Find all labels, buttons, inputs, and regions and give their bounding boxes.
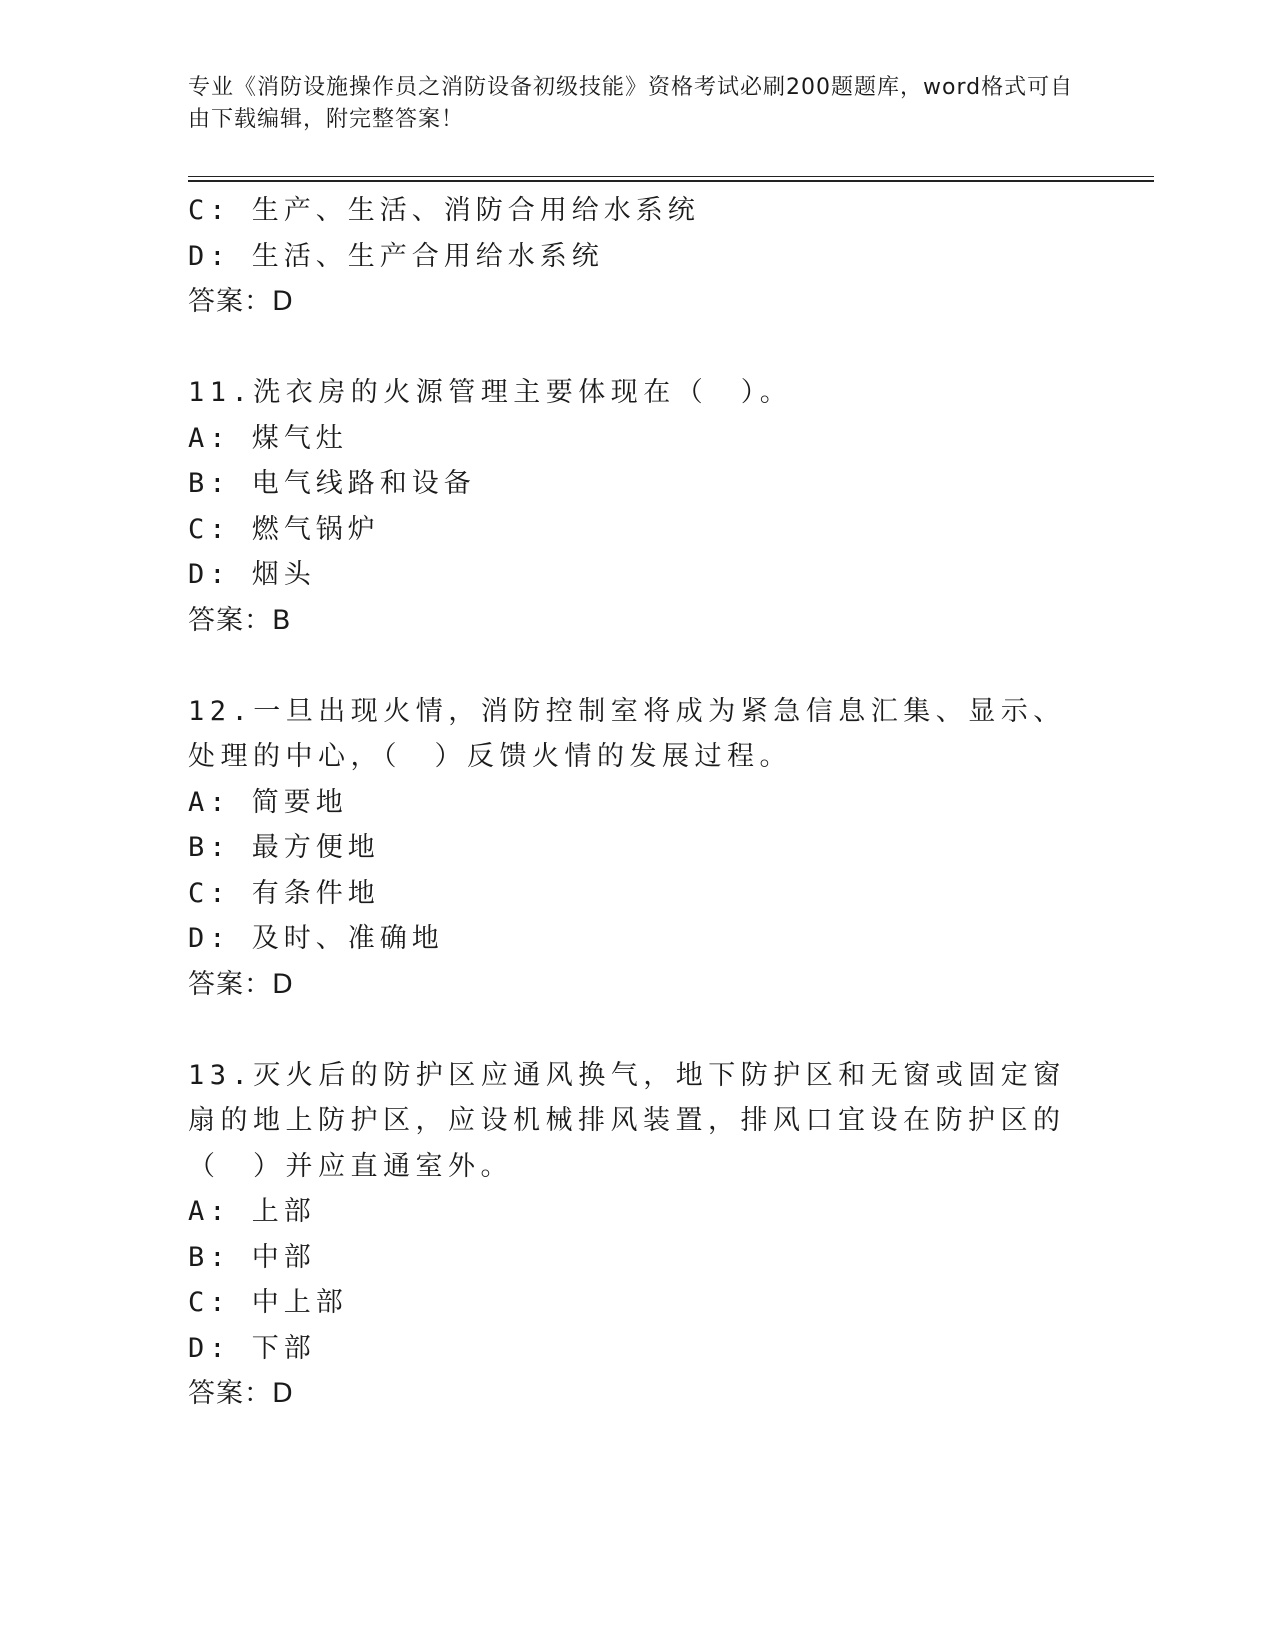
option-c: C: 有条件地 (188, 877, 380, 909)
option-b: B: 最方便地 (188, 832, 380, 863)
question-12 (188, 689, 1088, 1008)
answer-line: 答案：D (188, 286, 294, 317)
question-text: 12.一旦出现火情，消防控制室将成为紧急信息汇集、显示、处理的中心，（ ）反馈火情的发展过程。 (188, 695, 1066, 772)
question-13 (188, 1053, 1088, 1417)
option-d: D: 下部 (188, 1332, 316, 1364)
question-content (188, 188, 1088, 1417)
header-title: 专业《消防设施操作员之消防设备初级技能》资格考试必刷200题题库，word格式可自由下载编辑，附完整答案！ (188, 75, 1074, 132)
spacer (188, 1007, 1088, 1053)
option-a: A: 上部 (188, 1196, 316, 1227)
spacer (188, 643, 1088, 689)
question-11 (188, 370, 1088, 643)
option-d: D: 生活、生产合用给水系统 (188, 240, 604, 272)
option-d: D: 及时、准确地 (188, 923, 444, 954)
option-c: C: 中上部 (188, 1287, 348, 1318)
option-c: C: 生产、生活、消防合用给水系统 (188, 195, 700, 226)
header-rule-thick (188, 180, 1154, 182)
spacer (188, 325, 1088, 371)
question-text: 11.洗衣房的火源管理主要体现在（ ）。 (188, 377, 793, 408)
option-d: D: 烟头 (188, 559, 316, 590)
option-c: C: 燃气锅炉 (188, 513, 380, 545)
option-b: B: 电气线路和设备 (188, 468, 476, 499)
document-header (188, 72, 1078, 136)
answer-line: 答案：D (188, 968, 294, 1000)
option-a: A: 简要地 (188, 786, 348, 818)
header-rule-thin (188, 176, 1154, 177)
question-text: 13.灭火后的防护区应通风换气，地下防护区和无窗或固定窗扇的地上防护区，应设机械排风装置，排风口宜设在防护区的（ ）并应直通室外。 (188, 1059, 1066, 1182)
previous-question-fragment (188, 188, 1088, 325)
option-a: A: 煤气灶 (188, 422, 348, 454)
answer-line: 答案：D (188, 1378, 294, 1409)
option-b: B: 中部 (188, 1241, 316, 1273)
answer-line: 答案：B (188, 604, 292, 636)
